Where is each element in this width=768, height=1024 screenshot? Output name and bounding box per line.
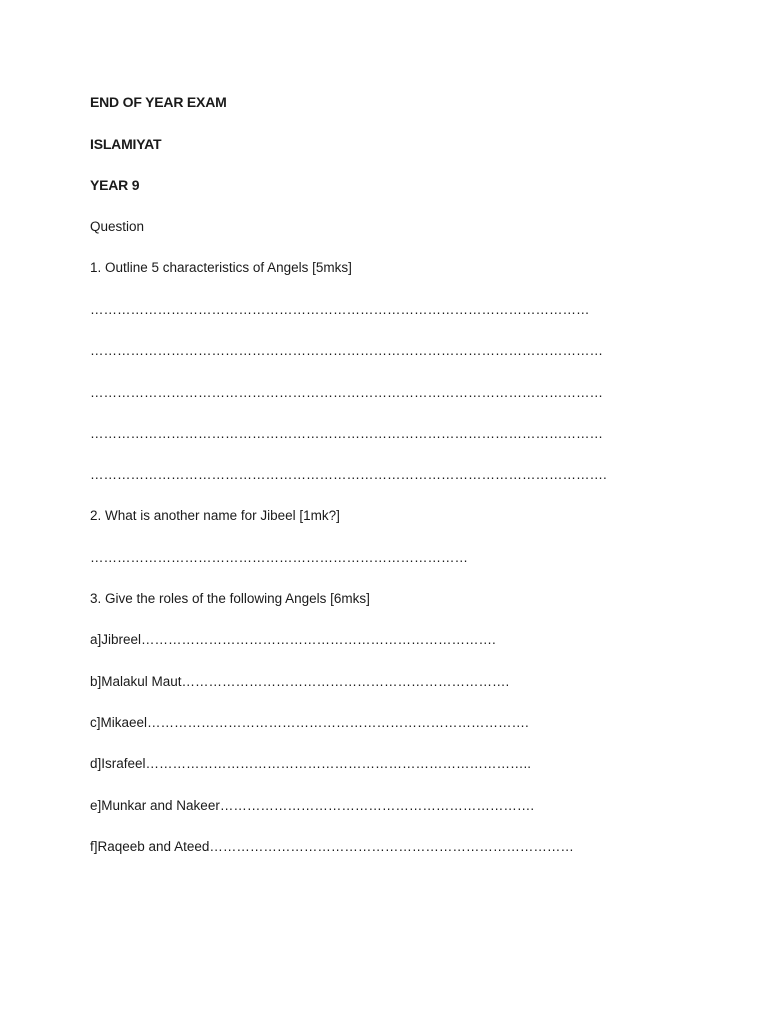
question-2-text: 2. What is another name for Jibeel [1mk?] <box>90 508 340 523</box>
answer-line: …………………………………………………………………………………………………… <box>90 385 603 400</box>
angel-role-item: a]Jibreel……………………………………………………………………. <box>90 632 496 647</box>
angel-role-item: d]Israfeel………………………………………………………………………….. <box>90 756 532 771</box>
answer-line: ……………………………………………………………………………………………………. <box>90 467 607 482</box>
answer-line: …………………………………………………………………………………………………… <box>90 343 603 358</box>
answer-line: ………………………………………………………………………………………………… <box>90 302 590 317</box>
question-3-text: 3. Give the roles of the following Angels [6mks] <box>90 591 370 606</box>
exam-title: END OF YEAR EXAM <box>90 94 227 110</box>
subject-title: ISLAMIYAT <box>90 136 162 152</box>
section-label: Question <box>90 219 145 234</box>
angel-role-item: f]Raqeeb and Ateed……………………………………………………………………… <box>90 839 574 854</box>
angel-role-item: c]Mikaeel…………………………………………………………………………. <box>90 715 529 730</box>
answer-line: ………………………………………………………………………… <box>90 550 468 565</box>
angel-role-item: b]Malakul Maut………………………………………………………………. <box>90 674 510 689</box>
year-title: YEAR 9 <box>90 177 140 193</box>
answer-line: …………………………………………………………………………………………………… <box>90 426 603 441</box>
angel-role-item: e]Munkar and Nakeer……………………………………………………………. <box>90 798 535 813</box>
question-1-text: 1. Outline 5 characteristics of Angels [5mks] <box>90 260 352 275</box>
